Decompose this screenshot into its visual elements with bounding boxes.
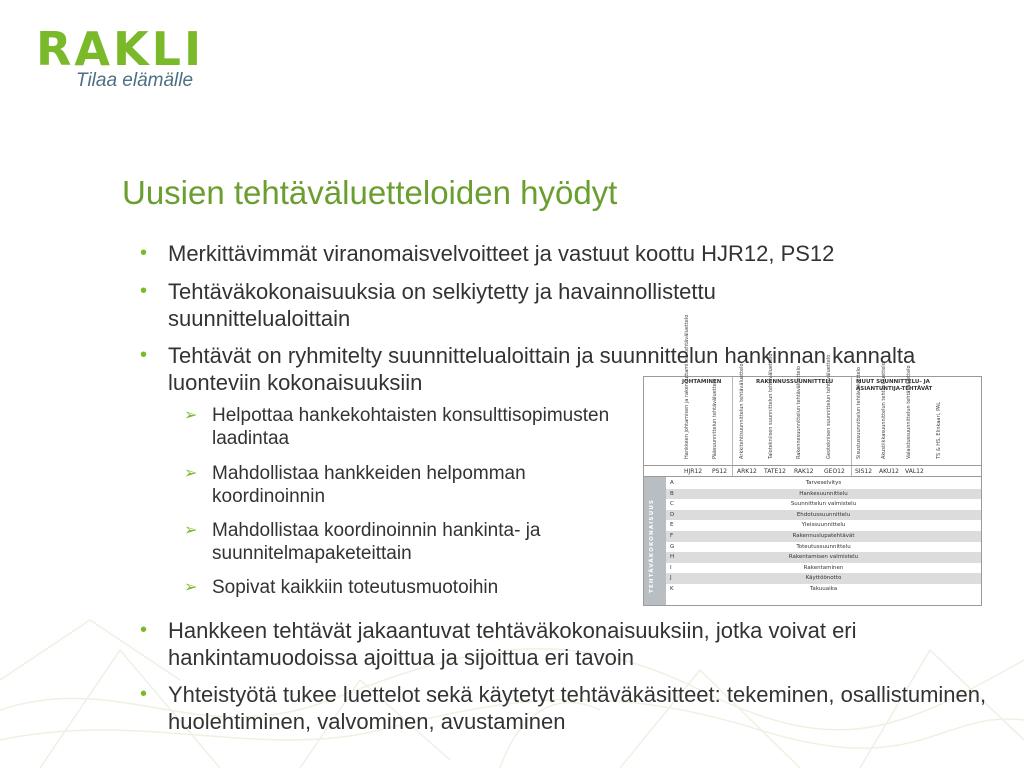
table-row bbox=[666, 542, 981, 553]
logo-tagline: Tilaa elämälle bbox=[76, 70, 194, 91]
sub-bullet-item bbox=[184, 519, 624, 565]
arrow-right-icon: ➢ bbox=[184, 579, 198, 596]
sub-bullet-item bbox=[184, 576, 624, 599]
bullet-text: Merkittävimmät viranomaisvelvoitteet ja vastuut koottu HJR12, PS12 bbox=[168, 241, 835, 266]
sub-bullet-text: Sopivat kaikkiin toteutusmuotoihin bbox=[212, 577, 499, 598]
row-letter: F bbox=[670, 533, 674, 539]
bullet-dot-icon: • bbox=[140, 683, 148, 705]
sub-bullet-text: Mahdollistaa koordinoinnin hankinta- ja suunnitelmapaketeittain bbox=[212, 520, 541, 564]
logo-wordmark: RAKLI bbox=[36, 22, 205, 76]
bullet-dot-icon: • bbox=[140, 280, 148, 302]
arrow-right-icon: ➢ bbox=[184, 522, 198, 539]
table-row bbox=[666, 499, 981, 510]
table-row bbox=[666, 563, 981, 574]
row-name: Takuuaika bbox=[809, 586, 838, 592]
group-label: RAKENNUSSUUNNITTELU bbox=[756, 379, 834, 385]
table-row bbox=[666, 531, 981, 542]
code-label: HJR12 bbox=[684, 468, 703, 475]
bullet-item bbox=[140, 278, 830, 332]
column-label: Sisustussuunnittelun tehtäväluettelo bbox=[856, 367, 862, 459]
slide-title: Uusien tehtäväluetteloiden hyödyt bbox=[122, 174, 618, 211]
bullet-item bbox=[140, 240, 1010, 267]
table-row bbox=[666, 478, 981, 489]
bullet-text: Hankkeen tehtävät jakaantuvat tehtäväkokonaisuuksiin, jotka voivat eri hankintamuodoissa ajoittua ja sijoittua eri tavoin bbox=[168, 618, 857, 670]
code-label: ARK12 bbox=[737, 468, 757, 475]
code-label: TATE12 bbox=[764, 468, 786, 475]
row-name: Hankesuunnittelu bbox=[799, 490, 848, 497]
row-name: Toteutussuunnittelu bbox=[796, 543, 851, 550]
row-name: Suunnittelun valmistelu bbox=[790, 501, 857, 508]
row-letter: C bbox=[670, 501, 674, 508]
sub-bullet-text: Mahdollistaa hankkeiden helpomman koordinoinnin bbox=[212, 463, 526, 507]
row-name: Käyttöönotto bbox=[805, 575, 842, 582]
column-label: Geoteknisen suunnittelun tehtäväluettelo bbox=[826, 354, 832, 459]
table-row bbox=[666, 510, 981, 521]
bullet-text: Yhteistyötä tukee luettelot sekä käytetyt tehtäväkäsitteet: tekeminen, osallistuminen, huolehtiminen, valvominen, avustaminen bbox=[168, 682, 987, 734]
bullet-dot-icon: • bbox=[140, 619, 148, 641]
column-label: TS & HS, Elinkaari, PAL bbox=[936, 402, 942, 459]
arrow-right-icon: ➢ bbox=[184, 465, 198, 482]
group-divider bbox=[851, 377, 852, 477]
code-label: GEO12 bbox=[824, 468, 845, 475]
row-letter: E bbox=[670, 522, 674, 529]
row-name: Rakentamisen valmistelu bbox=[788, 554, 859, 561]
row-letter: H bbox=[670, 554, 675, 561]
code-label: VAL12 bbox=[905, 468, 924, 475]
row-letter: K bbox=[670, 586, 674, 592]
side-label: TEHTÄVÄKOKONAISUUS bbox=[649, 498, 655, 593]
column-label: Akustiikkasuunnittelun tehtäväluettelo bbox=[881, 362, 887, 459]
code-label: PS12 bbox=[712, 468, 728, 475]
row-name: Tarveselvitys bbox=[805, 480, 842, 486]
table-row bbox=[666, 573, 981, 584]
bullet-item bbox=[140, 681, 1010, 735]
column-label: Talotekniisen suunnittelun tehtäväluettelo bbox=[768, 353, 774, 459]
arrow-right-icon: ➢ bbox=[184, 407, 198, 424]
figure-header bbox=[644, 314, 981, 465]
rakli-logo bbox=[36, 22, 205, 92]
table-row bbox=[666, 520, 981, 531]
bullet-dot-icon: • bbox=[140, 344, 148, 366]
row-name: Ehdotussuunnittelu bbox=[796, 511, 851, 518]
row-letter: D bbox=[670, 511, 675, 518]
code-label: AKU12 bbox=[879, 468, 899, 475]
row-name: Rakentaminen bbox=[803, 564, 844, 571]
row-letter: A bbox=[670, 480, 674, 486]
table-row bbox=[666, 552, 981, 563]
sub-bullet-text: Helpottaa hankekohtaisten konsulttisopimusten laadintaa bbox=[212, 405, 610, 449]
sub-bullet-item bbox=[184, 404, 624, 450]
row-letter: G bbox=[670, 543, 675, 550]
row-letter: B bbox=[670, 490, 674, 497]
bullet-item bbox=[140, 617, 1010, 671]
column-label: Rakennesuunnittelun tehtäväluettelo bbox=[796, 366, 802, 459]
column-label: Hankkeen johtamisen ja rakennuttamisen tehtäväluettelo bbox=[684, 314, 690, 459]
table-row bbox=[666, 489, 981, 500]
code-row bbox=[644, 465, 981, 477]
sub-bullet-item bbox=[184, 462, 624, 508]
column-label: Valaistussuunnittelun tehtäväluettelo bbox=[906, 365, 912, 459]
row-letter: I bbox=[670, 564, 672, 571]
bullet-text: Tehtäväkokonaisuuksia on selkiytetty ja havainnollistettu suunnittelualoittain bbox=[168, 279, 716, 331]
group-label: MUUT SUUNNITTELU- JA ASIANTUNTIJA-TEHTÄVÄT bbox=[856, 379, 933, 392]
table-row bbox=[666, 584, 981, 595]
bullet-dot-icon: • bbox=[140, 242, 148, 264]
column-label: Arkkitehtisuunnittelun tehtäväluettelo bbox=[739, 363, 745, 459]
column-label: Pääsuunnittelun tehtäväluettelo bbox=[712, 378, 718, 459]
row-name: Rakennuslupatehtävät bbox=[792, 533, 855, 539]
task-matrix-figure bbox=[643, 314, 982, 606]
group-label: JOHTAMINEN bbox=[682, 379, 722, 385]
group-divider bbox=[732, 377, 733, 477]
bullet-text: Tehtävät on ryhmitelty suunnittelualoittain ja suunnittelun hankinnan kannalta luonteviin kokonaisuuksiin bbox=[168, 343, 916, 395]
code-label: SIS12 bbox=[855, 468, 873, 475]
row-letter: J bbox=[670, 575, 672, 582]
row-name: Yleissuunnittelu bbox=[801, 522, 846, 529]
side-band bbox=[644, 477, 666, 605]
code-label: RAK12 bbox=[794, 468, 814, 475]
